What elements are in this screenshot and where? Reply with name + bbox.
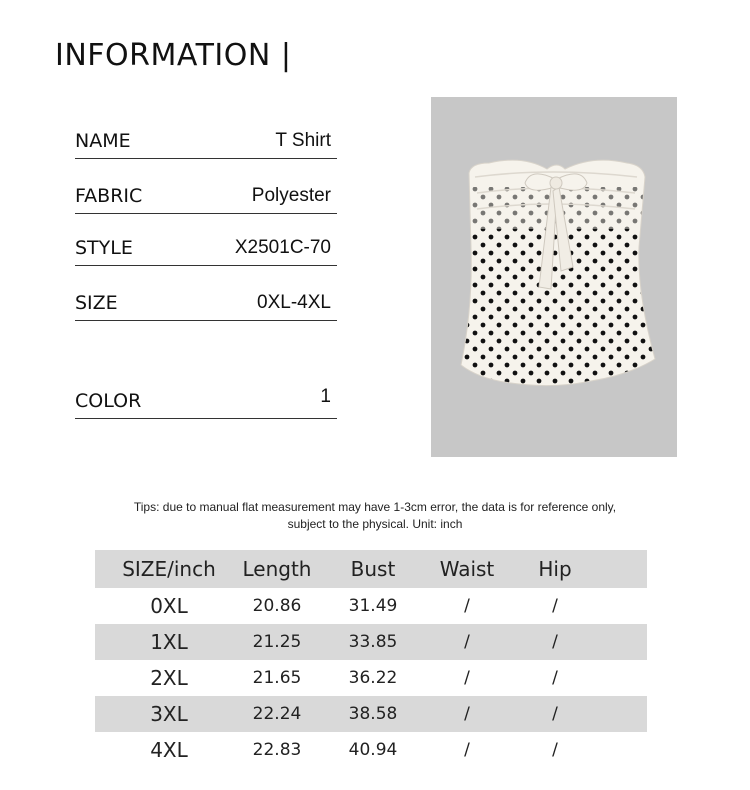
header-hip: Hip <box>538 557 572 581</box>
polka-dot-top-image <box>431 97 677 457</box>
header-size: SIZE/inch <box>122 557 216 581</box>
info-label: STYLE <box>75 237 133 259</box>
info-value: 1 <box>320 386 331 407</box>
info-value: 0XL-4XL <box>257 292 331 313</box>
info-label: NAME <box>75 130 131 152</box>
size-table <box>95 550 647 768</box>
cell-bust: 36.22 <box>348 668 398 688</box>
info-row-name <box>75 128 337 159</box>
table-row <box>95 624 647 660</box>
measurement-tips <box>90 499 660 533</box>
cell-hip: / <box>552 668 558 688</box>
cell-waist: / <box>464 668 470 688</box>
cell-hip: / <box>552 704 558 724</box>
cell-bust: 31.49 <box>348 596 398 616</box>
table-row <box>95 732 647 768</box>
header-bust: Bust <box>350 557 396 581</box>
info-row-fabric <box>75 183 337 214</box>
header-length: Length <box>242 557 312 581</box>
info-row-color <box>75 388 337 419</box>
cell-hip: / <box>552 740 558 760</box>
cell-length: 22.83 <box>252 740 302 760</box>
cell-length: 21.25 <box>252 632 302 652</box>
table-header <box>95 550 647 588</box>
info-row-style <box>75 235 337 266</box>
info-label: FABRIC <box>75 185 143 207</box>
info-label: COLOR <box>75 390 142 412</box>
tips-line: subject to the physical. Unit: inch <box>287 517 463 531</box>
cell-size: 3XL <box>150 702 188 726</box>
cell-size: 0XL <box>150 594 188 618</box>
product-photo <box>431 97 677 457</box>
cell-size: 1XL <box>150 630 188 654</box>
cell-waist: / <box>464 704 470 724</box>
cell-hip: / <box>552 632 558 652</box>
cell-length: 21.65 <box>252 668 302 688</box>
cell-bust: 40.94 <box>348 740 398 760</box>
cell-bust: 33.85 <box>348 632 398 652</box>
cell-hip: / <box>552 596 558 616</box>
cell-bust: 38.58 <box>348 704 398 724</box>
cell-waist: / <box>464 632 470 652</box>
table-row <box>95 660 647 696</box>
info-label: SIZE <box>75 292 118 314</box>
cell-size: 4XL <box>150 738 188 762</box>
table-row <box>95 696 647 732</box>
tips-line: Tips: due to manual flat measurement may have 1-3cm error, the data is for reference only, <box>133 500 617 514</box>
cell-waist: / <box>464 740 470 760</box>
cell-waist: / <box>464 596 470 616</box>
info-value: T Shirt <box>275 130 331 151</box>
info-value: Polyester <box>251 185 331 206</box>
header-waist: Waist <box>439 557 495 581</box>
info-row-size <box>75 290 337 321</box>
page-title: INFORMATION | <box>55 38 292 73</box>
info-value: X2501C-70 <box>234 237 331 258</box>
cell-length: 20.86 <box>252 596 302 616</box>
table-row <box>95 588 647 624</box>
cell-size: 2XL <box>150 666 188 690</box>
cell-length: 22.24 <box>252 704 302 724</box>
